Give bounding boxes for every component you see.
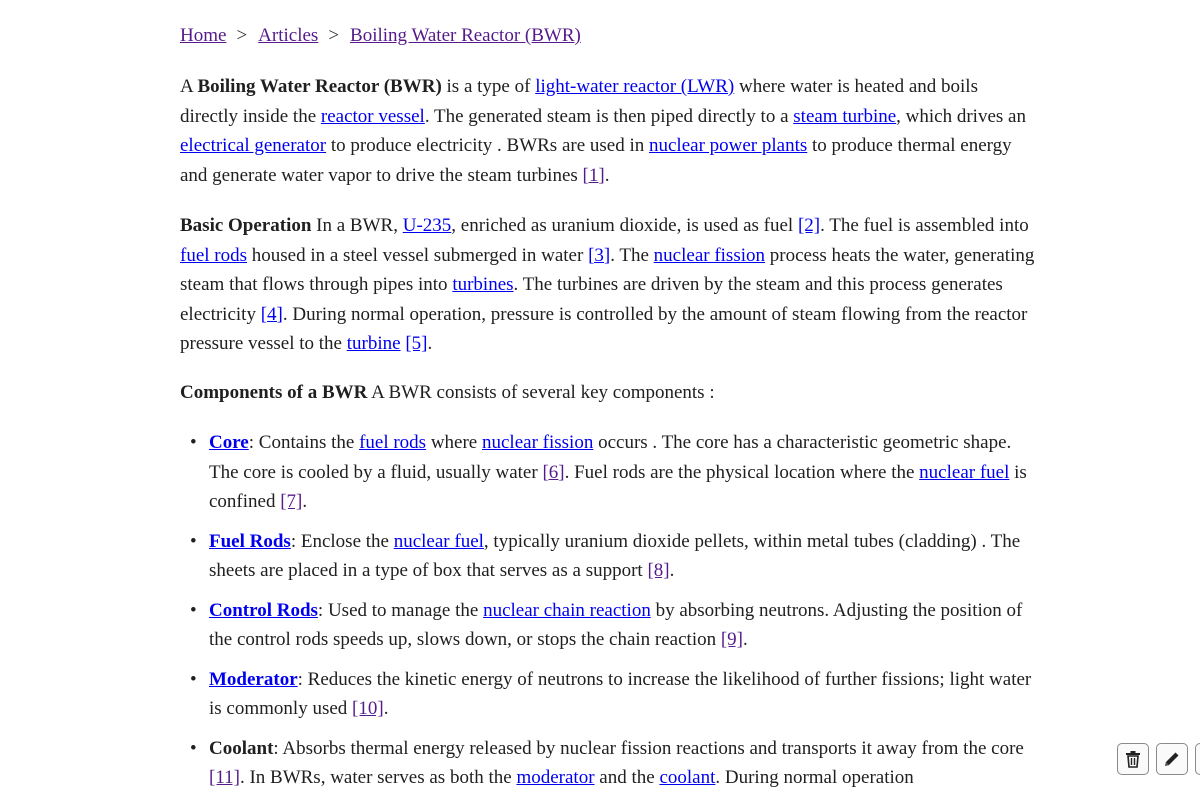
bullet: •	[190, 737, 197, 759]
text: . The	[610, 244, 654, 266]
link-core[interactable]	[209, 432, 249, 453]
link-reactor-vessel[interactable]: reactor vessel	[320, 105, 425, 127]
text: A BWR consists of several key components :	[367, 382, 715, 403]
text: : Contains the	[248, 432, 360, 453]
text: to produce electricity . BWRs are used in	[326, 135, 649, 156]
citation-link-9[interactable]: [9]	[720, 629, 744, 650]
link-control-rods[interactable]	[209, 600, 318, 621]
text: .	[669, 560, 675, 581]
basic-operation-paragraph	[180, 211, 1040, 359]
section-heading-components: Components of a BWR	[180, 382, 368, 403]
link-nuclear-power-plants[interactable]: nuclear power plants	[649, 135, 808, 156]
component-name: Coolant	[209, 737, 274, 759]
link-electrical-generator[interactable]: electrical generator	[180, 135, 327, 156]
intro-paragraph	[180, 72, 1040, 190]
text: .	[427, 333, 433, 354]
trash-icon	[1123, 749, 1143, 769]
article-term: Boiling Water Reactor (BWR)	[197, 76, 442, 97]
text: : Absorbs thermal energy released by nuclear fission reactions and transports it away from the core	[273, 737, 1024, 759]
link-fuel-rods[interactable]: fuel rods	[180, 244, 248, 266]
text: .	[743, 629, 748, 650]
text: . Fuel rods are the physical location where the	[564, 461, 920, 483]
citation-link-6[interactable]: [6]	[542, 461, 565, 483]
bullet: •	[190, 668, 197, 690]
breadcrumb-articles-link[interactable]: Articles	[258, 25, 319, 46]
link-steam-turbine[interactable]: steam turbine	[793, 105, 897, 127]
link-nuclear-fission[interactable]: nuclear fission	[653, 244, 765, 266]
text: .	[302, 491, 308, 512]
link-turbine[interactable]: turbine	[346, 333, 401, 354]
citation-link-8[interactable]: [8]	[647, 560, 670, 581]
text: is a type of	[441, 76, 536, 97]
link-u-235[interactable]: U-235	[402, 215, 452, 236]
text: .	[604, 164, 610, 186]
text: . The fuel is assembled into	[820, 215, 1029, 236]
text: : Reduces the kinetic energy of neutrons to increase the likelihood of further fissions; light water is commonly used	[209, 668, 1032, 719]
text: where	[426, 432, 482, 453]
citation-link-4[interactable]: [4]	[260, 303, 283, 325]
list-item-moderator	[180, 665, 1040, 724]
section-heading-basic-operation: Basic Operation	[180, 215, 312, 236]
text: , which drives an	[896, 105, 1026, 127]
link-nuclear-fuel[interactable]: nuclear fuel	[393, 530, 484, 552]
list-item-core	[180, 428, 1040, 517]
text: . In BWRs, water serves as both the	[239, 767, 517, 788]
bullet: •	[190, 530, 197, 552]
breadcrumb-current-link[interactable]: Boiling Water Reactor (BWR)	[350, 25, 581, 46]
components-list	[180, 428, 1040, 803]
text: process heats the water, generating steam that flows through pipes into	[180, 244, 1035, 295]
citation-link-10[interactable]: [10]	[352, 698, 384, 719]
search-button[interactable]	[1195, 743, 1200, 775]
citation-link-7[interactable]: [7]	[280, 491, 303, 512]
text: to produce thermal energy and generate water vapor to drive the steam turbines	[180, 135, 1012, 186]
text: : Enclose the	[290, 530, 394, 552]
link-fuel-rods-section[interactable]	[209, 531, 291, 552]
text: , typically uranium dioxide pellets, within metal tubes (cladding) . The sheets are placed in a type of box that serves as a support	[209, 530, 1021, 581]
edit-button[interactable]	[1156, 743, 1188, 775]
text: . During normal operation	[715, 767, 914, 788]
link-turbines[interactable]: turbines	[452, 274, 514, 295]
list-item-control-rods	[180, 596, 1040, 655]
component-name: Fuel Rods	[209, 530, 291, 552]
citation-link-3[interactable]: [3]	[588, 244, 611, 266]
link-nuclear-fuel[interactable]: nuclear fuel	[919, 461, 1010, 483]
text: housed in a steel vessel submerged in water	[247, 244, 589, 266]
breadcrumb	[180, 21, 581, 51]
text: . The generated steam is then piped directly to a	[424, 105, 794, 127]
text: where water is heated and boils directly inside the	[180, 76, 978, 127]
pencil-icon	[1162, 749, 1182, 769]
list-item-fuel-rods	[180, 527, 1040, 586]
component-name: Core	[209, 432, 249, 453]
text: A	[180, 76, 198, 97]
link-light-water-reactor[interactable]: light-water reactor (LWR)	[535, 76, 735, 97]
link-coolant[interactable]: coolant	[659, 767, 716, 788]
text: is confined	[209, 461, 1027, 512]
text: by absorbing neutrons. Adjusting the position of the control rods speeds up, slows down, or stops the chain reaction	[209, 599, 1023, 650]
text: occurs . The core has a characteristic geometric shape. The core is cooled by a fluid, usually water	[209, 432, 1012, 483]
component-name: Moderator	[209, 668, 298, 690]
link-nuclear-fission[interactable]: nuclear fission	[482, 432, 594, 453]
link-nuclear-chain-reaction[interactable]: nuclear chain reaction	[483, 599, 651, 621]
component-name: Control Rods	[209, 599, 318, 621]
citation-link-2[interactable]: [2]	[797, 215, 821, 236]
citation-link-11[interactable]: [11]	[209, 767, 240, 788]
components-intro	[180, 378, 1040, 408]
text: and the	[594, 767, 660, 788]
text: . During normal operation, pressure is controlled by the amount of steam flowing from the reactor pressure vessel to the	[180, 303, 1028, 354]
bullet: •	[190, 432, 197, 453]
text: In a BWR,	[311, 215, 403, 236]
text: . The turbines are driven by the steam and this process generates electricity	[180, 274, 1003, 325]
delete-button[interactable]	[1117, 743, 1149, 775]
link-fuel-rods[interactable]: fuel rods	[359, 432, 427, 453]
bullet: •	[190, 599, 197, 621]
text: , enriched as uranium dioxide, is used as fuel	[451, 215, 798, 236]
breadcrumb-separator: >	[236, 25, 248, 46]
text: : Used to manage the	[317, 599, 484, 621]
citation-link-1[interactable]: [1]	[582, 164, 605, 186]
link-moderator[interactable]: moderator	[516, 767, 595, 788]
breadcrumb-separator: >	[328, 25, 340, 46]
breadcrumb-home-link[interactable]: Home	[180, 25, 227, 46]
citation-link-5[interactable]: [5]	[405, 333, 428, 354]
text: .	[383, 698, 389, 719]
link-moderator-section[interactable]	[209, 669, 298, 690]
